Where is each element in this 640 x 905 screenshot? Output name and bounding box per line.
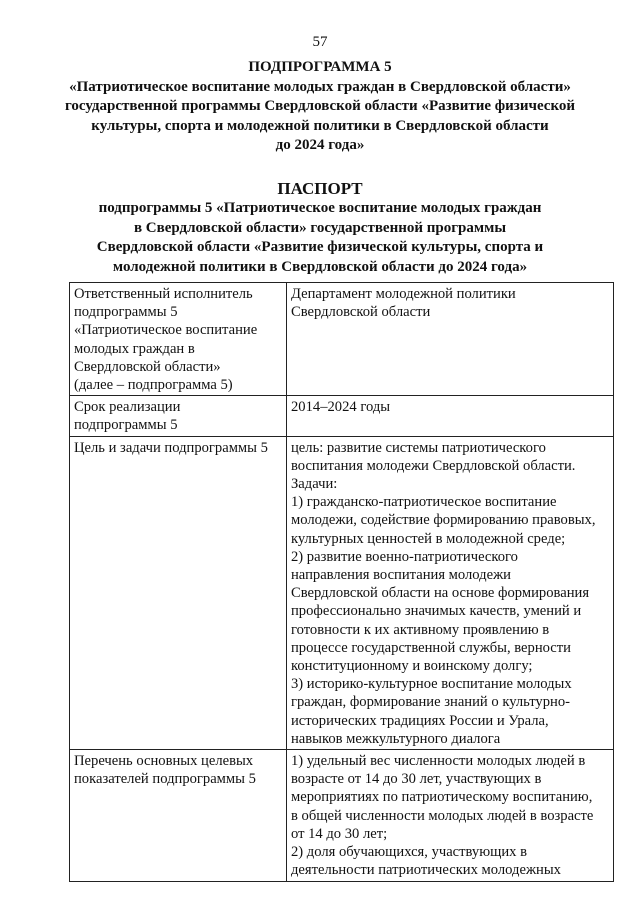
table-row [70,283,614,396]
row-value-cell [287,283,614,396]
row-value-line: готовности к их активному проявлению в [291,621,550,638]
table-row [70,396,614,436]
passport-heading-line: Свердловской области «Развитие физической культуры, спорта и [96,239,544,255]
row-value-line: в общей численности молодых людей в возрасте [291,807,594,824]
row-label-line: Свердловской области» [74,358,221,375]
row-label-line: «Патриотическое воспитание [74,322,258,339]
row-value-line: молодежи, содействие формированию правовых, [291,512,596,529]
passport-title: ПАСПОРТ [277,179,363,198]
row-label-line: Ответственный исполнитель [74,286,253,302]
subprogram-heading-line: государственной программы Свердловской области «Развитие физической [64,98,576,114]
row-label-line: Перечень основных целевых [74,753,254,770]
passport-table-body [70,283,614,882]
row-label-line: подпрограммы 5 [74,304,178,321]
row-label-cell [70,750,287,881]
row-value-line: 2) доля обучающихся, участвующих в [291,844,528,861]
row-value-line: процессе государственной службы, верности [291,639,571,656]
row-value-line: Департамент молодежной политики [291,286,516,302]
subprogram-heading-line: ПОДПРОГРАММА 5 [248,59,392,75]
row-value-line: от 14 до 30 лет; [291,825,388,842]
row-value-line: навыков межкультурного диалога [291,730,501,747]
row-value-line: исторических традициях России и Урала, [291,712,549,729]
row-value-line: 2) развитие военно-патриотического [291,548,518,565]
row-value-line: возрасте от 14 до 30 лет, участвующих в [291,771,542,788]
row-value-line: граждан, формирование знаний о культурно- [291,694,570,711]
row-value-line: Свердловской области на основе формирования [291,585,590,602]
table-row [70,436,614,749]
subprogram-heading-line: «Патриотическое воспитание молодых граждан в Свердловской области» [69,78,571,95]
passport-table [69,282,614,882]
passport-heading-line: в Свердловской области» государственной программы [133,219,507,236]
row-value-cell [287,396,614,436]
row-value-line: цель: развитие системы патриотического [291,439,546,456]
row-value-line: 1) гражданско-патриотическое воспитание [291,494,557,511]
row-value-cell [287,750,614,881]
row-value-line: 3) историко-культурное воспитание молодых [291,676,572,693]
table-row [70,750,614,881]
row-value-line: мероприятиях по патриотическому воспитанию, [291,789,593,806]
subprogram-heading-line: культуры, спорта и молодежной политики в Свердловской области [91,117,549,134]
subprogram-heading [0,58,640,156]
row-value-line: Свердловской области [291,304,431,321]
row-label-line: Срок реализации [74,399,181,416]
row-label-line: молодых граждан в [74,340,195,357]
row-value-line: профессионально значимых качеств, умений и [291,603,582,620]
row-value-line: деятельности патриотических молодежных [291,862,561,879]
row-label-cell [70,436,287,749]
subprogram-heading-line: до 2024 года» [275,137,365,153]
passport-heading-line: молодежной политики в Свердловской области до 2024 года» [112,258,528,275]
row-label-line: показателей подпрограммы 5 [74,771,256,788]
row-label-cell [70,283,287,396]
row-value-line: направления воспитания молодежи [291,567,511,584]
passport-heading-line: подпрограммы 5 «Патриотическое воспитание молодых граждан [98,200,542,216]
row-label-line: подпрограммы 5 [74,417,178,434]
row-label-line: Цель и задачи подпрограммы 5 [74,439,268,456]
row-value-line: Задачи: [291,476,338,493]
row-label-line: (далее – подпрограмма 5) [74,377,233,394]
row-value-line: 1) удельный вес численности молодых людей в [291,753,586,770]
row-value-line: конституционному и воинскому долгу; [291,658,533,675]
row-value-line: культурных ценностей в молодежной среде; [291,530,566,547]
row-label-cell [70,396,287,436]
page-number: 57 [312,34,328,50]
row-value-line: 2014–2024 годы [291,399,391,416]
passport-heading [0,178,640,277]
row-value-cell [287,436,614,749]
row-value-line: воспитания молодежи Свердловской области. [291,457,576,474]
